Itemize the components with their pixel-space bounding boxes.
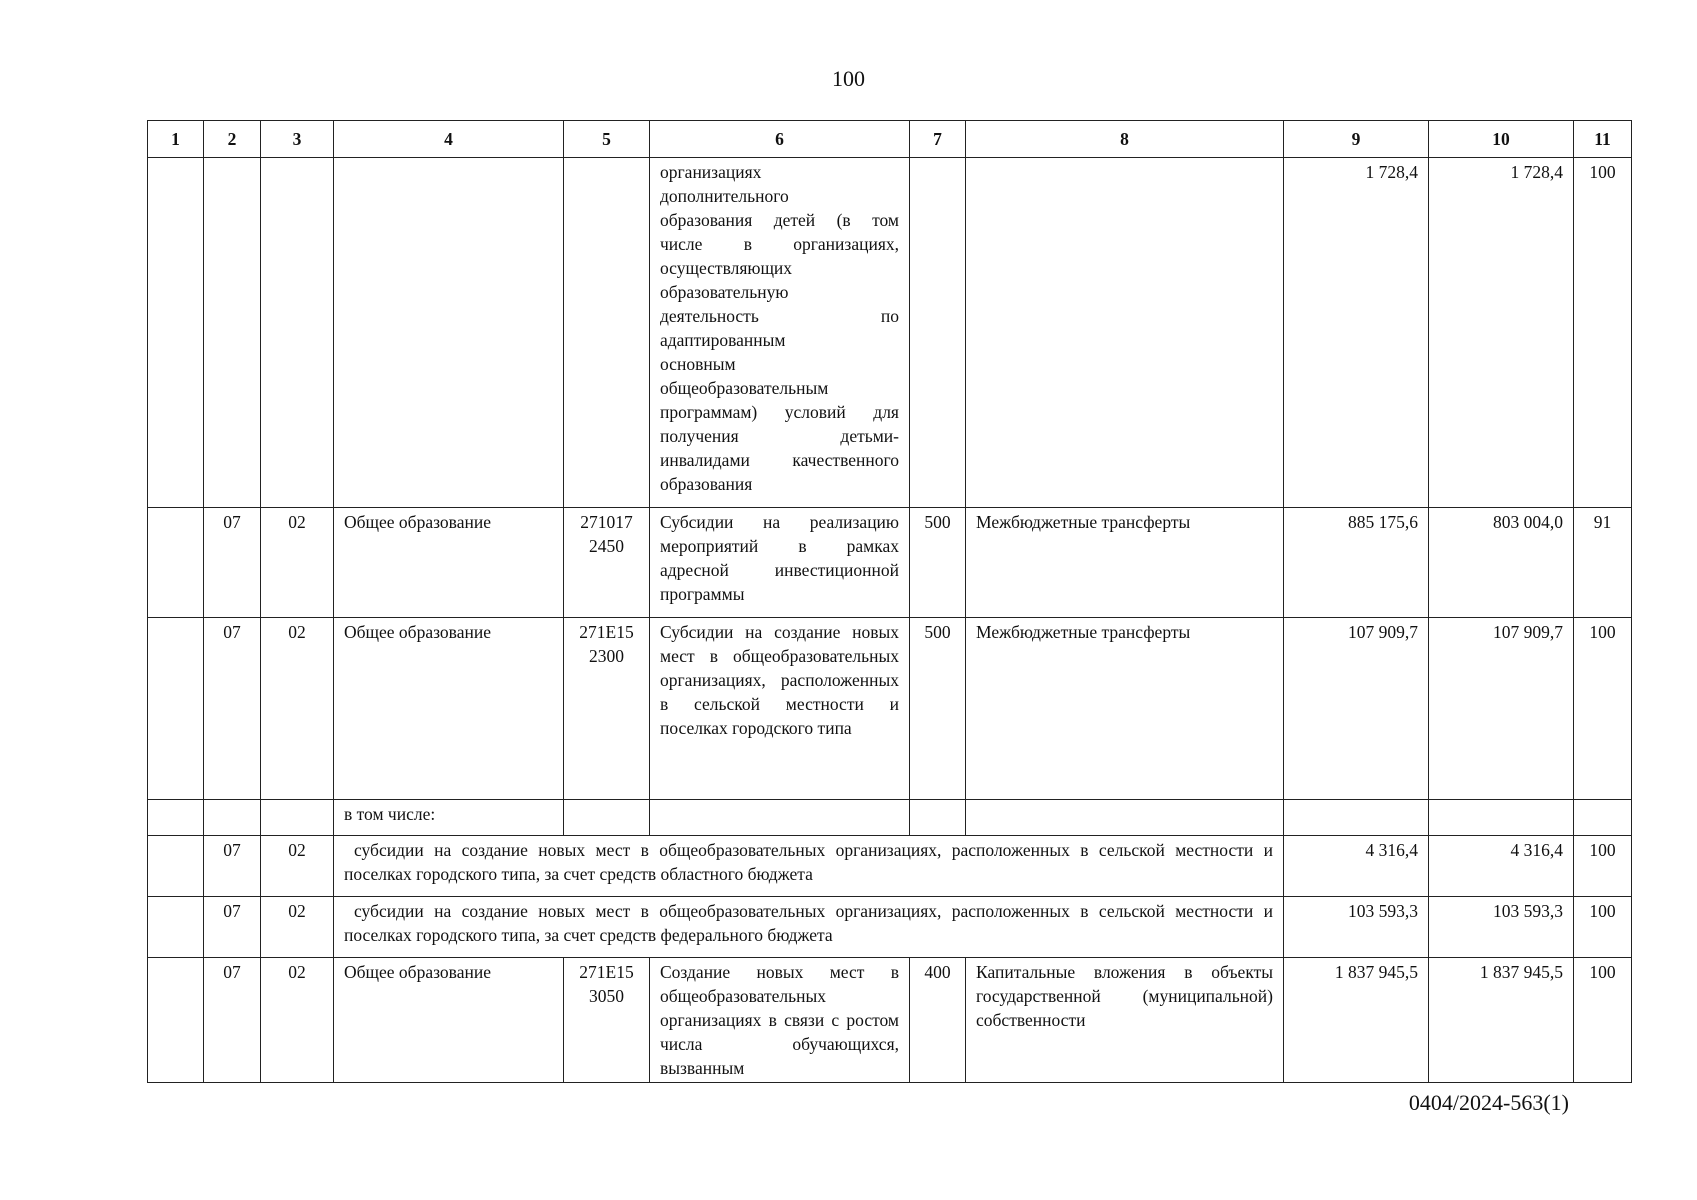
header-cell: 3: [261, 121, 334, 158]
section-name: Общее образование: [334, 508, 564, 618]
amount-fact: 803 004,0: [1429, 508, 1574, 618]
target-code: 271017 2450: [564, 508, 650, 618]
header-cell: 7: [910, 121, 966, 158]
row-description: Субсидии на создание новых мест в общеобразовательных организациях, расположенных в сельской местности и поселках городского типа: [650, 618, 910, 800]
section-code: 07: [204, 618, 261, 800]
target-code: 271E15 3050: [564, 958, 650, 1083]
amount-fact: 4 316,4: [1429, 836, 1574, 897]
row-description: Субсидии на реализацию мероприятий в рамках адресной инвестиционной программы: [650, 508, 910, 618]
amount-plan: 107 909,7: [1284, 618, 1429, 800]
header-cell: 4: [334, 121, 564, 158]
section-code: 07: [204, 958, 261, 1083]
expense-type-code: 500: [910, 508, 966, 618]
subsection-code: 02: [261, 508, 334, 618]
section-code: 07: [204, 836, 261, 897]
page-number: 100: [832, 66, 865, 91]
percent-value: 100: [1574, 158, 1632, 508]
table-row: [148, 618, 1632, 800]
table-row: [148, 836, 1632, 897]
amount-fact: 103 593,3: [1429, 897, 1574, 958]
subsection-code: 02: [261, 897, 334, 958]
description-line: дополнительного: [660, 186, 789, 206]
description-line: программам) условий для: [660, 402, 899, 422]
subsection-code: 02: [261, 618, 334, 800]
header-cell: 2: [204, 121, 261, 158]
header-cell: 11: [1574, 121, 1632, 158]
table-row: [148, 508, 1632, 618]
description-line: числе в организациях,: [660, 234, 899, 254]
section-name: Общее образование: [334, 618, 564, 800]
percent-value: 91: [1574, 508, 1632, 618]
percent-value: 100: [1574, 897, 1632, 958]
section-name: Общее образование: [334, 958, 564, 1083]
table-row: [148, 800, 1632, 836]
description-line: деятельность по: [660, 306, 899, 326]
amount-fact: 1 837 945,5: [1429, 958, 1574, 1083]
header-cell: 5: [564, 121, 650, 158]
amount-fact: 1 728,4: [1429, 158, 1574, 508]
subsection-code: 02: [261, 958, 334, 1083]
header-cell: 1: [148, 121, 204, 158]
percent-value: 100: [1574, 618, 1632, 800]
expense-type-name: Межбюджетные трансферты: [966, 508, 1284, 618]
subsidy-detail-text: субсидии на создание новых мест в общеобразовательных организациях, расположенных в сельской местности и поселках городского типа, за счет средств федерального бюджета: [334, 897, 1284, 958]
header-cell: 6: [650, 121, 910, 158]
description-line: адаптированным: [660, 330, 786, 350]
subsection-code: 02: [261, 836, 334, 897]
description-line: основным: [660, 354, 736, 374]
expense-type-code: 500: [910, 618, 966, 800]
percent-value: 100: [1574, 836, 1632, 897]
amount-plan: 885 175,6: [1284, 508, 1429, 618]
expense-type-name: Капитальные вложения в объекты государственной (муниципальной) собственности: [966, 958, 1284, 1083]
description-line: инвалидами качественного: [660, 450, 899, 470]
description-line: общеобразовательным: [660, 378, 829, 398]
description-line: образования детей (в том: [660, 210, 899, 230]
table-row: [148, 158, 1632, 508]
amount-fact: 107 909,7: [1429, 618, 1574, 800]
budget-table: [147, 120, 1632, 1083]
expense-type-code: 400: [910, 958, 966, 1083]
document-code: 0404/2024-563(1): [1408, 1090, 1569, 1115]
percent-value: 100: [1574, 958, 1632, 1083]
amount-plan: 1 837 945,5: [1284, 958, 1429, 1083]
expense-type-name: Межбюджетные трансферты: [966, 618, 1284, 800]
description-line: получения детьми-: [660, 426, 899, 446]
description-line: организациях: [660, 162, 762, 182]
including-label: в том числе:: [334, 800, 564, 836]
amount-plan: 1 728,4: [1284, 158, 1429, 508]
description-line: образовательную: [660, 282, 789, 302]
header-cell: 10: [1429, 121, 1574, 158]
section-code: 07: [204, 508, 261, 618]
row-description: [650, 158, 910, 508]
description-line: образования: [660, 474, 753, 494]
table-row: [148, 897, 1632, 958]
amount-plan: 4 316,4: [1284, 836, 1429, 897]
header-cell: 8: [966, 121, 1284, 158]
amount-plan: 103 593,3: [1284, 897, 1429, 958]
subsidy-detail-text: субсидии на создание новых мест в общеобразовательных организациях, расположенных в сельской местности и поселках городского типа, за счет средств областного бюджета: [334, 836, 1284, 897]
table-row: [148, 958, 1632, 1083]
header-cell: 9: [1284, 121, 1429, 158]
description-line: осуществляющих: [660, 258, 793, 278]
row-description: Создание новых мест в общеобразовательных организациях в связи с ростом числа обучающихся, вызванным: [650, 958, 910, 1083]
header-row: [148, 121, 1632, 158]
section-code: 07: [204, 897, 261, 958]
target-code: 271E15 2300: [564, 618, 650, 800]
